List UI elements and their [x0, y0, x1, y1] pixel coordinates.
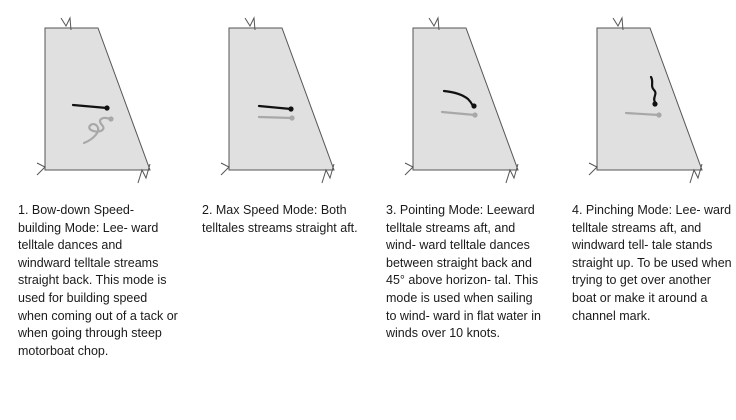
panel-max-speed	[184, 0, 368, 420]
caption-4: 4. Pinching Mode: Lee- ward telltale streams aft, and windward tell- tale stands straight up. To be used when trying to get over another boat or make it around a channel mark.	[572, 203, 732, 323]
sail-section	[37, 18, 150, 183]
sail-diagram-2	[184, 0, 368, 200]
windward-telltale	[259, 117, 292, 118]
windward-telltale-tie	[289, 115, 294, 120]
sail-diagram-3	[368, 0, 552, 200]
leeward-telltale-tie	[471, 103, 476, 108]
sail-section	[589, 18, 702, 183]
caption-3: 3. Pointing Mode: Leeward telltale streams aft, and wind- ward telltale dances between straight back and 45° above horizon- tal. This mode is used when sailing to wind- ward in flat water in winds over 10 knots.	[386, 203, 541, 341]
sail-section	[221, 18, 334, 183]
panel-pointing	[368, 0, 552, 420]
panel-bow-down-speed-building	[0, 0, 184, 420]
windward-telltale-tie	[108, 116, 113, 121]
windward-telltale-tie	[472, 112, 477, 117]
leeward-telltale-tie	[288, 106, 293, 111]
caption-1: 1. Bow-down Speed- building Mode: Lee- ward telltale dances and windward telltale streams straight back. This mode is used for building speed when coming out of a tack or when going through steep motorboat chop.	[18, 203, 178, 358]
panel-pinching	[552, 0, 736, 420]
sail-diagram-1	[0, 0, 184, 200]
caption-2: 2. Max Speed Mode: Both telltales streams straight aft.	[202, 203, 358, 235]
leeward-telltale-tie	[104, 105, 109, 110]
sail-diagram-4	[552, 0, 736, 200]
sail-section	[405, 18, 518, 183]
windward-telltale-tie	[656, 112, 661, 117]
leeward-telltale-tie	[652, 101, 657, 106]
